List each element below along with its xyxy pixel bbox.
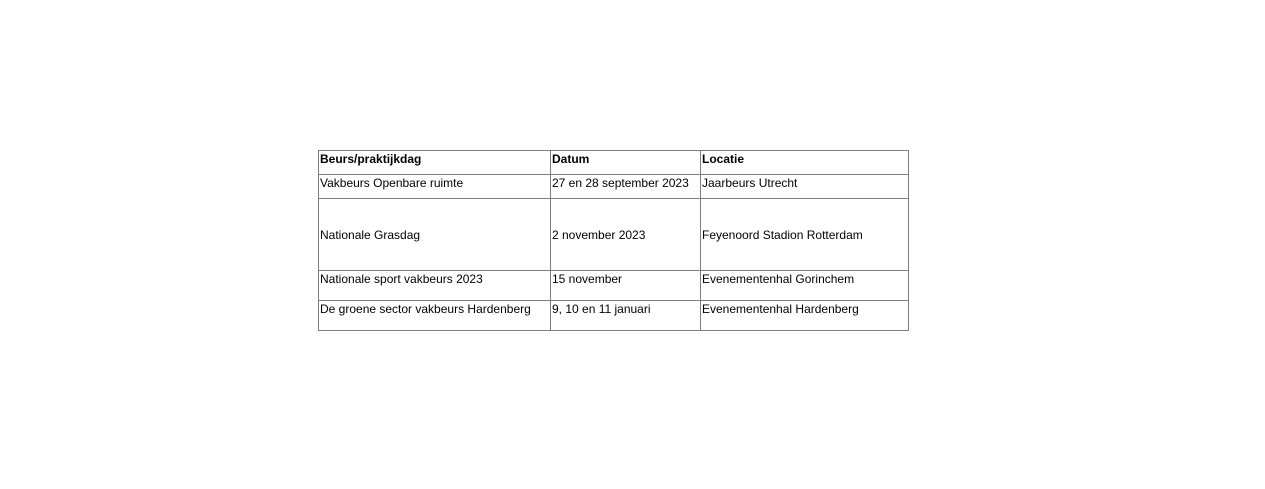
cell-datum: 2 november 2023: [551, 199, 701, 271]
cell-locatie: Feyenoord Stadion Rotterdam: [701, 199, 909, 271]
cell-beurs: De groene sector vakbeurs Hardenberg: [319, 301, 551, 331]
cell-beurs: Nationale sport vakbeurs 2023: [319, 271, 551, 301]
cell-datum: 27 en 28 september 2023: [551, 175, 701, 199]
cell-datum: 9, 10 en 11 januari: [551, 301, 701, 331]
table-row: [319, 301, 909, 331]
table-row: [319, 175, 909, 199]
cell-locatie: Evenementenhal Gorinchem: [701, 271, 909, 301]
table-header-row: [319, 151, 909, 175]
header-locatie: Locatie: [701, 151, 909, 175]
table-row: [319, 271, 909, 301]
events-table: [318, 150, 909, 331]
cell-locatie: Jaarbeurs Utrecht: [701, 175, 909, 199]
table-row: [319, 199, 909, 271]
header-datum: Datum: [551, 151, 701, 175]
header-beurs: Beurs/praktijkdag: [319, 151, 551, 175]
cell-locatie: Evenementenhal Hardenberg: [701, 301, 909, 331]
cell-beurs: Vakbeurs Openbare ruimte: [319, 175, 551, 199]
cell-beurs: Nationale Grasdag: [319, 199, 551, 271]
cell-datum: 15 november: [551, 271, 701, 301]
